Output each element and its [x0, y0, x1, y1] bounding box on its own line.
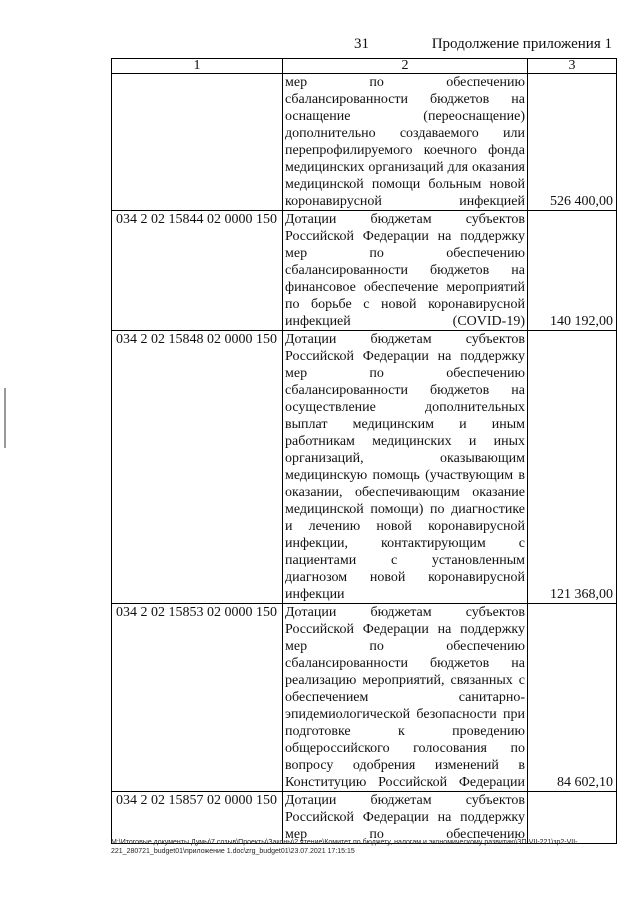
table-row: [112, 604, 617, 792]
amount: [528, 792, 617, 844]
budget-code: 034 2 02 15844 02 0000 150: [112, 211, 283, 331]
margin-mark: [4, 388, 6, 448]
column-header-2: 2: [283, 59, 528, 74]
budget-code: 034 2 02 15848 02 0000 150: [112, 331, 283, 604]
amount: 140 192,00: [528, 211, 617, 331]
description: Дотации бюджетам субъектов Российской Федерации на поддержку мер по обеспечению сбалансированности бюджетов на осуществление дополнительных выплат медицинским и иным работникам медицинских и иных организаций, оказывающим медицинскую помощь (участвующим в оказании, обеспечивающим оказание медицинской помощи) по диагностике и лечению новой коронавирусной инфекции, контактирующим с пациентами с установленным диагнозом новой коронавирусной инфекции: [283, 331, 528, 604]
description: Дотации бюджетам субъектов Российской Федерации на поддержку мер по обеспечению: [283, 792, 528, 844]
column-header-1: 1: [112, 59, 283, 74]
page-number: 31: [354, 36, 369, 52]
table-row: [112, 211, 617, 331]
description: Дотации бюджетам субъектов Российской Федерации на поддержку мер по обеспечению сбалансированности бюджетов на реализацию мероприятий, связанных с обеспечением санитарно-эпидемиологической безопасности при подготовке к проведению общероссийского голосования по вопросу одобрения изменений в Конституцию Российской Федерации: [283, 604, 528, 792]
amount: 526 400,00: [528, 74, 617, 211]
budget-code: 034 2 02 15857 02 0000 150: [112, 792, 283, 844]
appendix-continuation-header: Продолжение приложения 1: [431, 36, 612, 52]
budget-code: 034 2 02 15853 02 0000 150: [112, 604, 283, 792]
column-number-row: [112, 59, 617, 74]
table-row: [112, 74, 617, 211]
table-row: [112, 792, 617, 844]
table-row: [112, 331, 617, 604]
column-header-3: 3: [528, 59, 617, 74]
amount: 84 602,10: [528, 604, 617, 792]
document-file-path: M:\Итоговые документы Думы\7 созыв\Проекты\Законы\2 чтение\Комитет по бюджету, налогам и экономическому развитию\ЗП-VII-221\зр2-VII-221_280721_budget01\приложение 1.doc\zrg_budget01\23.07.2021 17:15:15: [111, 839, 578, 855]
amount: 121 368,00: [528, 331, 617, 604]
budget-table: [111, 58, 617, 844]
budget-code: [112, 74, 283, 211]
description: мер по обеспечению сбалансированности бюджетов на оснащение (переоснащение) дополнительно создаваемого или перепрофилируемого коечного фонда медицинских организаций для оказания медицинской помощи больным новой коронавирусной инфекцией: [283, 74, 528, 211]
description: Дотации бюджетам субъектов Российской Федерации на поддержку мер по обеспечению сбалансированности бюджетов на финансовое обеспечение мероприятий по борьбе с новой коронавирусной инфекцией (COVID-19): [283, 211, 528, 331]
